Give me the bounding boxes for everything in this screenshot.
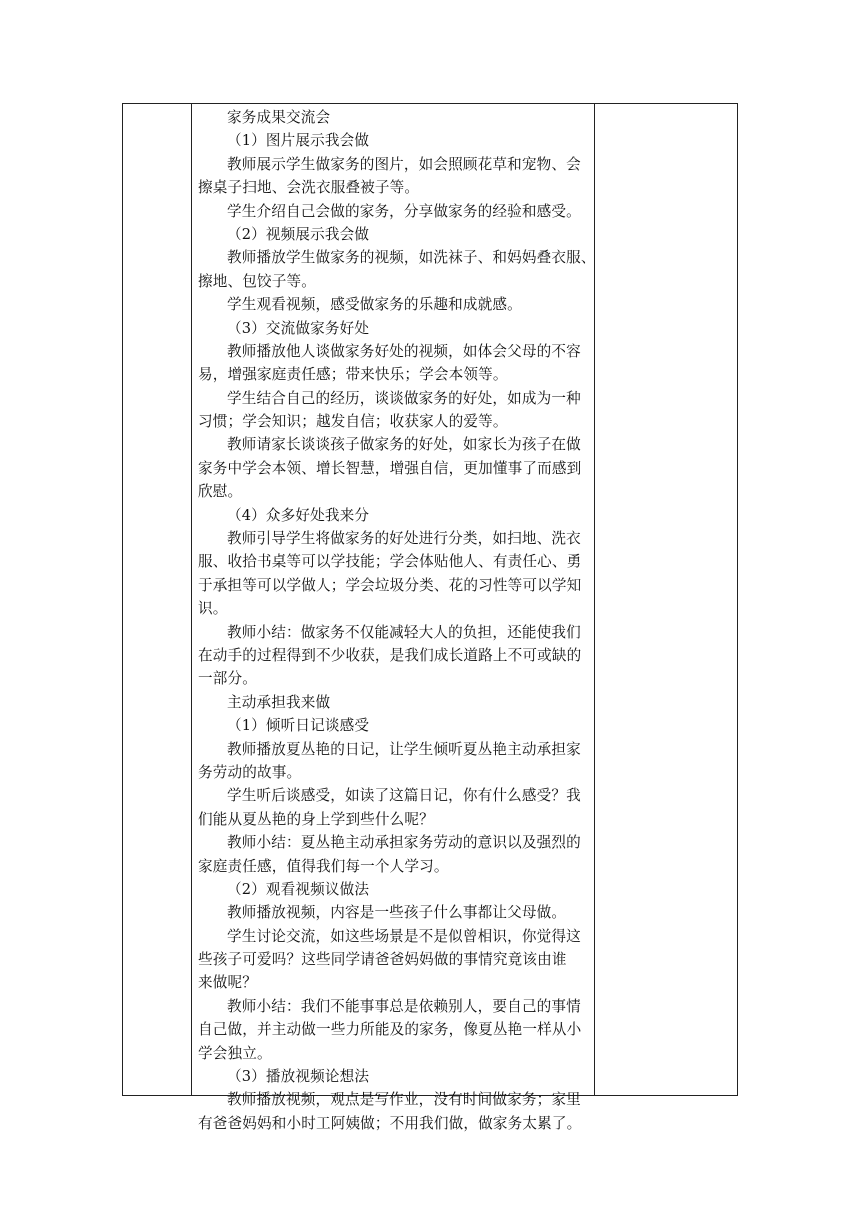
text-line: 习惯；学会知识；越发自信；收获家人的爱等。: [198, 413, 508, 431]
text-line: 主动承担我来做: [227, 693, 331, 711]
text-line: 学生结合自己的经历，谈谈做家务的好处，如成为一种: [227, 389, 581, 407]
text-line: 学生介绍自己会做的家务，分享做家务的经验和感受。: [227, 202, 581, 220]
text-line: 学生讨论交流，如这些场景是不是似曾相识，你觉得这: [227, 927, 581, 945]
text-line: 家务中学会本领、增长智慧，增强自信，更加懂事了而感到: [198, 459, 582, 477]
text-line: 教师播放他人谈做家务好处的视频，如体会父母的不容: [227, 342, 581, 360]
text-line: 擦桌子扫地、会洗衣服叠被子等。: [198, 179, 420, 197]
text-line: 来做呢？: [198, 974, 257, 992]
lesson-table: [122, 103, 738, 1132]
text-line: 一部分。: [198, 670, 257, 688]
table-right-column: [595, 104, 737, 1095]
text-line: （1）倾听日记谈感受: [227, 717, 370, 735]
text-line: 教师请家长谈谈孩子做家务的好处，如家长为孩子在做: [227, 436, 581, 454]
text-line: 教师播放学生做家务的视频，如洗袜子、和妈妈叠衣服、: [227, 249, 596, 267]
text-line: 教师播放视频，内容是一些孩子什么事都让父母做。: [227, 904, 567, 922]
text-line: 教师小结：夏丛艳主动承担家务劳动的意识以及强烈的: [227, 834, 581, 852]
text-line: （3）交流做家务好处: [227, 319, 370, 337]
text-line: 教师小结：我们不能事事总是依赖别人，要自己的事情: [227, 997, 581, 1015]
text-line: 教师播放视频，观点是写作业，没有时间做家务；家里: [227, 1091, 581, 1109]
text-line: 教师展示学生做家务的图片，如会照顾花草和宠物、会: [227, 155, 581, 173]
text-line: 学生观看视频，感受做家务的乐趣和成就感。: [227, 296, 522, 314]
text-line: 易，增强家庭责任感；带来快乐；学会本领等。: [198, 366, 508, 384]
text-line: （1）图片展示我会做: [227, 132, 370, 150]
text-line: 教师引导学生将做家务的好处进行分类，如扫地、洗衣: [227, 530, 581, 548]
text-line: 擦地、包饺子等。: [198, 272, 316, 290]
text-line: 家务成果交流会: [227, 109, 331, 126]
text-line: 服、收拾书桌等可以学技能；学会体贴他人、有责任心、勇: [198, 553, 582, 571]
text-line: （2）观看视频议做法: [227, 880, 370, 898]
text-line: 学会独立。: [198, 1044, 272, 1062]
text-line: 有爸爸妈妈和小时工阿姨做；不用我们做，做家务太累了。: [198, 1114, 582, 1132]
text-line: 欣慰。: [198, 483, 243, 501]
text-line: 家庭责任感，值得我们每一个人学习。: [198, 857, 449, 875]
table-left-column: [123, 104, 192, 1095]
table-content-column: [192, 104, 596, 1132]
text-line: 自己做，并主动做一些力所能及的家务，像夏丛艳一样从小: [198, 1021, 582, 1039]
text-line: 于承担等可以学做人；学会垃圾分类、花的习性等可以学知: [198, 576, 582, 594]
text-line: 识。: [198, 600, 228, 618]
text-line: 务劳动的故事。: [198, 763, 302, 781]
text-line: 们能从夏丛艳的身上学到些什么呢？: [198, 810, 434, 828]
text-line: 学生听后谈感受，如读了这篇日记，你有什么感受？我: [227, 787, 581, 805]
text-line: 在动手的过程得到不少收获，是我们成长道路上不可或缺的: [198, 646, 582, 664]
text-line: （3）播放视频论想法: [227, 1068, 370, 1086]
text-line: 些孩子可爱吗？这些同学请爸爸妈妈做的事情究竟该由谁: [198, 951, 567, 969]
text-line: 教师小结：做家务不仅能减轻大人的负担，还能使我们: [227, 623, 581, 641]
text-line: （4）众多好处我来分: [227, 506, 370, 524]
text-line: 教师播放夏丛艳的日记，让学生倾听夏丛艳主动承担家: [227, 740, 581, 758]
text-line: （2）视频展示我会做: [227, 225, 370, 243]
